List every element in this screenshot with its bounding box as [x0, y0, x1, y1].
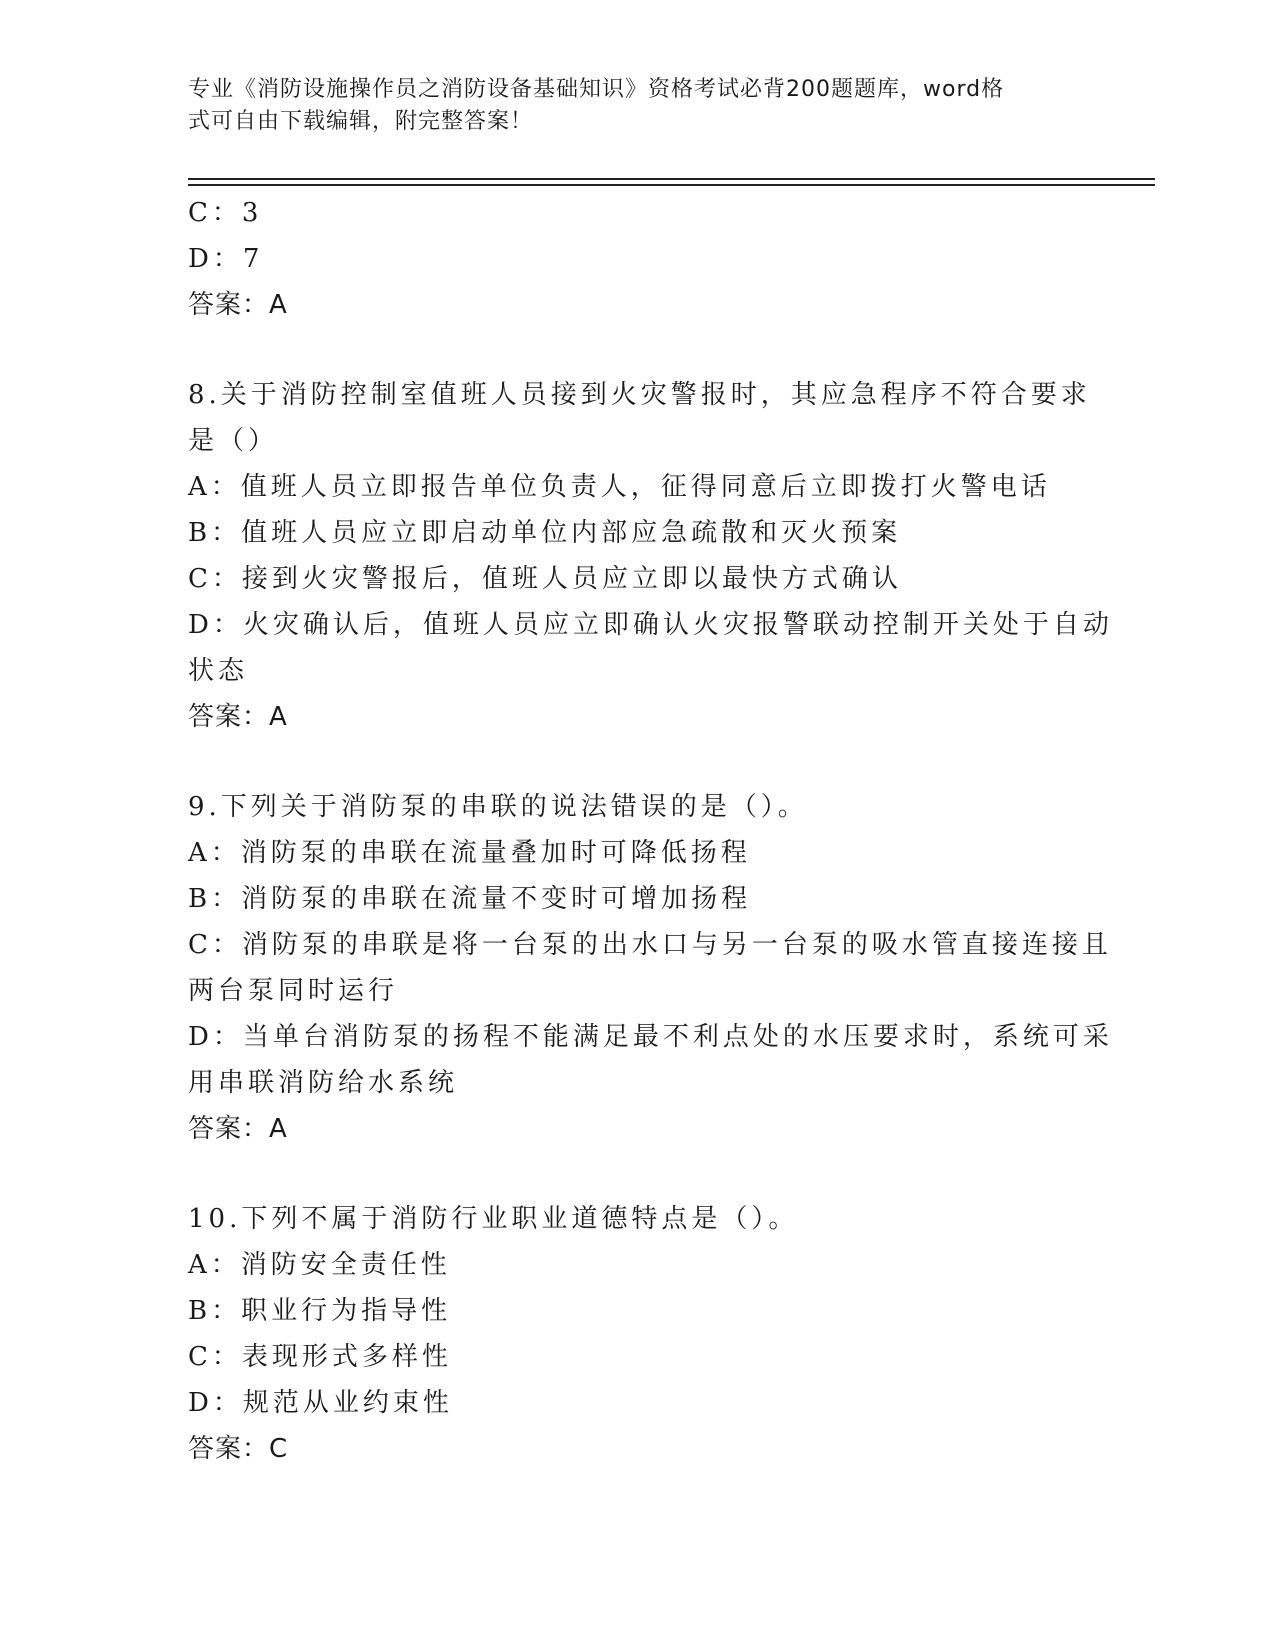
option-a: A：消防泵的串联在流量叠加时可降低扬程 [188, 838, 751, 868]
option-c: C：表现形式多样性 [188, 1342, 452, 1372]
question-block-9 [188, 784, 1113, 1152]
question-block-8 [188, 372, 1113, 740]
question-stem: 10.下列不属于消防行业职业道德特点是（）。 [188, 1204, 799, 1234]
option-b: B：值班人员应立即启动单位内部应急疏散和灭火预案 [188, 518, 902, 548]
option-c: C：接到火灾警报后，值班人员应立即以最快方式确认 [188, 564, 902, 594]
question-stem: 9.下列关于消防泵的串联的说法错误的是（）。 [188, 792, 808, 822]
option-a: A：值班人员立即报告单位负责人，征得同意后立即拨打火警电话 [188, 472, 1051, 502]
answer-line: 答案：A [188, 290, 288, 320]
header-line-1: 专业《消防设施操作员之消防设备基础知识》资格考试必背200题题库，word格 [188, 77, 1005, 102]
answer-line: 答案：A [188, 1114, 288, 1144]
option-d: D：火灾确认后，值班人员应立即确认火灾报警联动控制开关处于自动 [188, 610, 1113, 640]
spacer [188, 1152, 1088, 1196]
option-d: D：规范从业约束性 [188, 1388, 453, 1418]
option-c: C：3 [188, 198, 263, 228]
option-d-continued: 状态 [188, 656, 249, 686]
document-header [188, 74, 1088, 138]
answer-line: 答案：A [188, 702, 288, 732]
option-b: B：消防泵的串联在流量不变时可增加扬程 [188, 884, 752, 914]
question-stem-continued: 是（） [188, 426, 279, 456]
option-d-continued: 用串联消防给水系统 [188, 1068, 459, 1098]
document-body [188, 190, 1113, 1472]
option-c: C：消防泵的串联是将一台泵的出水口与另一台泵的吸水管直接连接且 [188, 930, 1112, 960]
answer-line: 答案：C [188, 1434, 289, 1464]
spacer [188, 328, 1088, 372]
option-c-continued: 两台泵同时运行 [188, 976, 399, 1006]
option-d: D：7 [188, 244, 264, 274]
option-b: B：职业行为指导性 [188, 1296, 452, 1326]
question-block-10 [188, 1196, 1088, 1472]
spacer [188, 740, 1088, 784]
header-line-2: 式可自由下载编辑，附完整答案！ [188, 109, 534, 134]
option-a: A：消防安全责任性 [188, 1250, 451, 1280]
option-d: D：当单台消防泵的扬程不能满足最不利点处的水压要求时，系统可采 [188, 1022, 1113, 1052]
question-block-previous [188, 190, 1088, 328]
header-divider-top [188, 178, 1155, 180]
question-stem: 8.关于消防控制室值班人员接到火灾警报时，其应急程序不符合要求 [188, 380, 1091, 410]
header-divider-bottom [188, 184, 1155, 186]
